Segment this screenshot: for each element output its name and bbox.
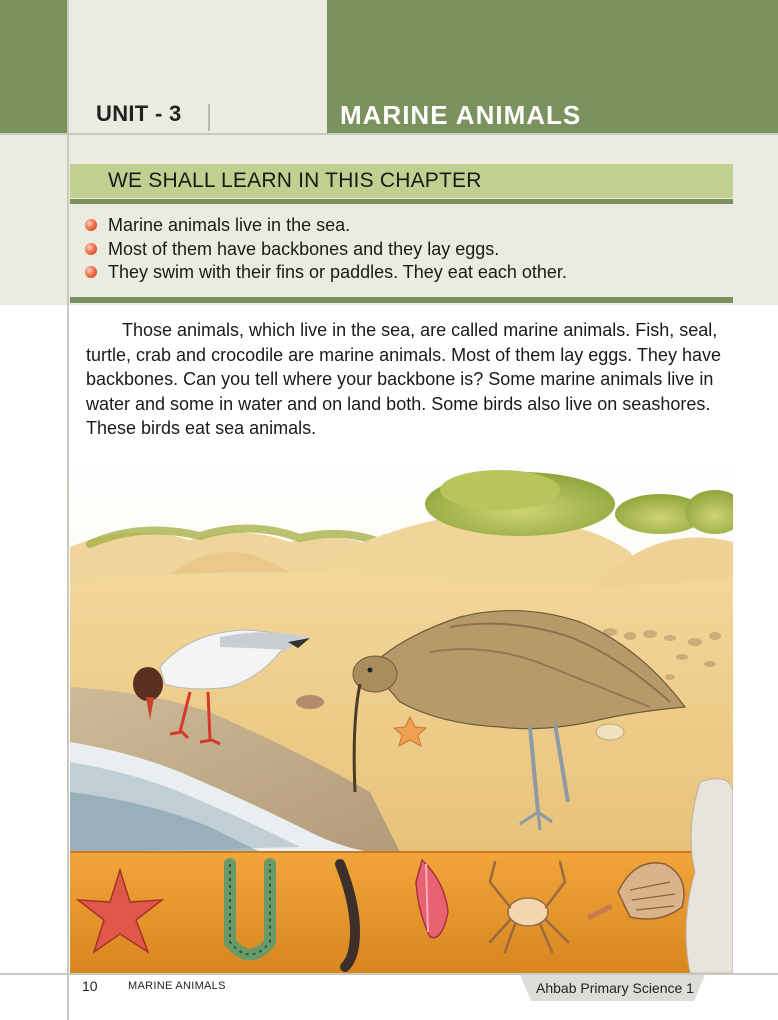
learn-heading-underline (70, 199, 733, 204)
learning-objectives-list (84, 214, 567, 285)
footer-section-title: MARINE ANIMALS (128, 980, 226, 992)
list-item-text: Most of them have backbones and they lay eggs. (108, 238, 500, 259)
bullet-icon (85, 243, 97, 255)
footer-divider (0, 973, 778, 975)
unit-separator (208, 104, 210, 131)
section-rule (70, 297, 733, 303)
learn-heading: WE SHALL LEARN IN THIS CHAPTER (108, 169, 482, 192)
unit-label: UNIT - 3 (96, 101, 182, 126)
chapter-title: MARINE ANIMALS (340, 100, 582, 130)
bullet-icon (85, 219, 97, 231)
list-item-text: Marine animals live in the sea. (108, 215, 351, 235)
left-margin-line (67, 0, 69, 1020)
bullet-icon (85, 266, 97, 278)
list-item (84, 261, 567, 285)
body-paragraph: Those animals, which live in the sea, are called marine animals. Fish, seal, turtle, crab and crocodile are marine animals. Most of them lay eggs. They have backbones. Can you tell where your backbone is? Some marine animals live in water and some in water and on land both. Some birds also live on seashores. These birds eat sea animals. (86, 320, 721, 438)
list-item-text: They swim with their fins or paddles. They eat each other. (108, 262, 567, 282)
header-green-block-left (0, 0, 68, 133)
header-divider (0, 133, 778, 135)
page-number: 10 (82, 978, 98, 994)
seashore-illustration (70, 452, 733, 973)
footer-book-title: Ahbab Primary Science 1 (536, 980, 694, 996)
learn-section-background-right (733, 152, 778, 305)
list-item (84, 238, 567, 262)
list-item (84, 214, 567, 238)
